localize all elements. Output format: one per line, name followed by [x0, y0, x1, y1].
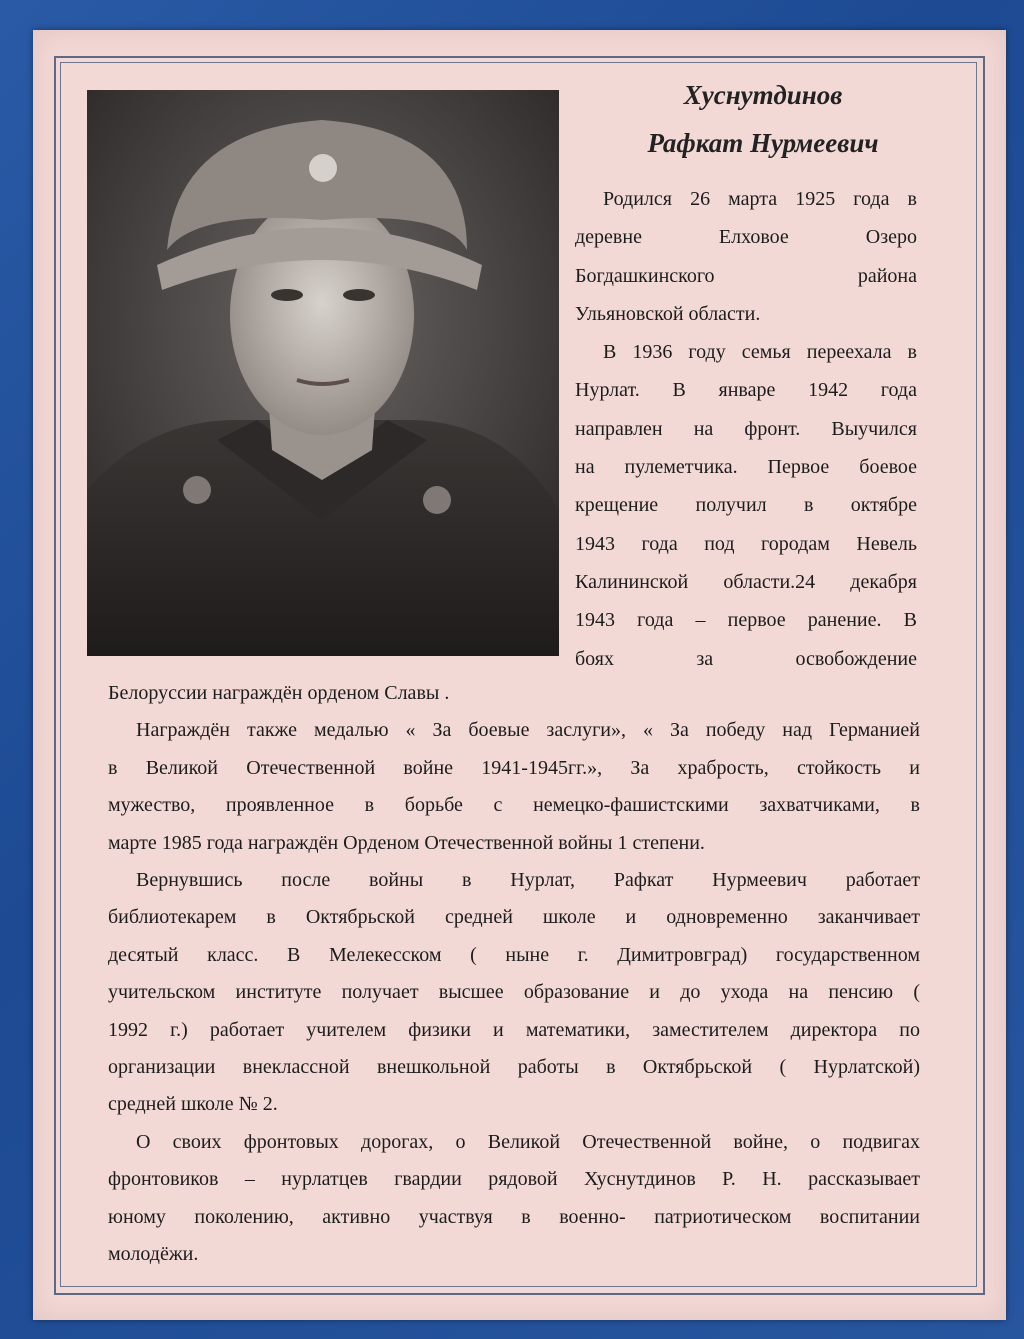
portrait-photo [87, 90, 559, 656]
text-line: В 1936 году семья переехала в [603, 341, 917, 364]
text-line: Ульяновской области. [575, 302, 761, 325]
right-column-text [575, 180, 917, 678]
text-line: 1943 года под городам Невель [575, 532, 917, 555]
text-line: фронтовиков – нурлатцев гвардии рядовой Хуснутдинов Р. Н. рассказывает [108, 1168, 920, 1191]
text-line: Награждён также медалью « За боевые заслуги», « За победу над Германией [136, 719, 920, 742]
paper-sheet [33, 30, 1006, 1320]
text-line: десятый класс. В Мелекесском ( ныне г. Димитровград) государственном [108, 943, 920, 966]
text-line: Нурлат. В январе 1942 года [575, 379, 917, 402]
text-line: организации внеклассной внешкольной работы в Октябрьской ( Нурлатской) [108, 1056, 920, 1079]
text-line: мужество, проявленное в борьбе с немецко-фашистскими захватчиками, в [108, 794, 920, 817]
body-text [108, 675, 920, 1274]
text-line: учительском институте получает высшее образование и до ухода на пенсию ( [108, 981, 920, 1004]
text-line: Калининской области.24 декабря [575, 570, 917, 593]
portrait-photo-icon [87, 90, 559, 656]
text-line: 1943 года – первое ранение. В [575, 609, 917, 632]
text-line: Родился 26 марта 1925 года в [603, 188, 917, 210]
text-line: молодёжи. [108, 1243, 199, 1266]
text-line: на пулеметчика. Первое боевое [575, 456, 917, 479]
text-line: крещение получил в октябре [575, 494, 917, 517]
text-line: боях за освобождение [575, 647, 917, 670]
text-line: юному поколению, активно участвуя в военно- патриотическом воспитании [108, 1205, 920, 1228]
text-line: в Великой Отечественной войне 1941-1945гг.», За храбрость, стойкость и [108, 756, 920, 779]
text-line: библиотекарем в Октябрьской средней школе и одновременно заканчивает [108, 906, 920, 929]
surname-heading: Хуснутдинов [683, 80, 843, 110]
text-line: марте 1985 года награждён Орденом Отечественной войны 1 степени. [108, 831, 705, 854]
text-line: О своих фронтовых дорогах, о Великой Отечественной войне, о подвигах [136, 1130, 920, 1153]
text-line: Белоруссии награждён орденом Славы . [108, 682, 450, 704]
text-line: средней школе № 2. [108, 1093, 278, 1116]
given-names-heading: Рафкат Нурмеевич [647, 128, 879, 158]
text-line: Богдашкинского района [575, 264, 917, 287]
text-line: 1992 г.) работает учителем физики и математики, заместителем директора по [108, 1018, 920, 1041]
text-line: деревне Елховое Озеро [575, 226, 917, 249]
text-line: направлен на фронт. Выучился [575, 417, 917, 440]
text-line: Вернувшись после войны в Нурлат, Рафкат Нурмеевич работает [136, 869, 920, 892]
